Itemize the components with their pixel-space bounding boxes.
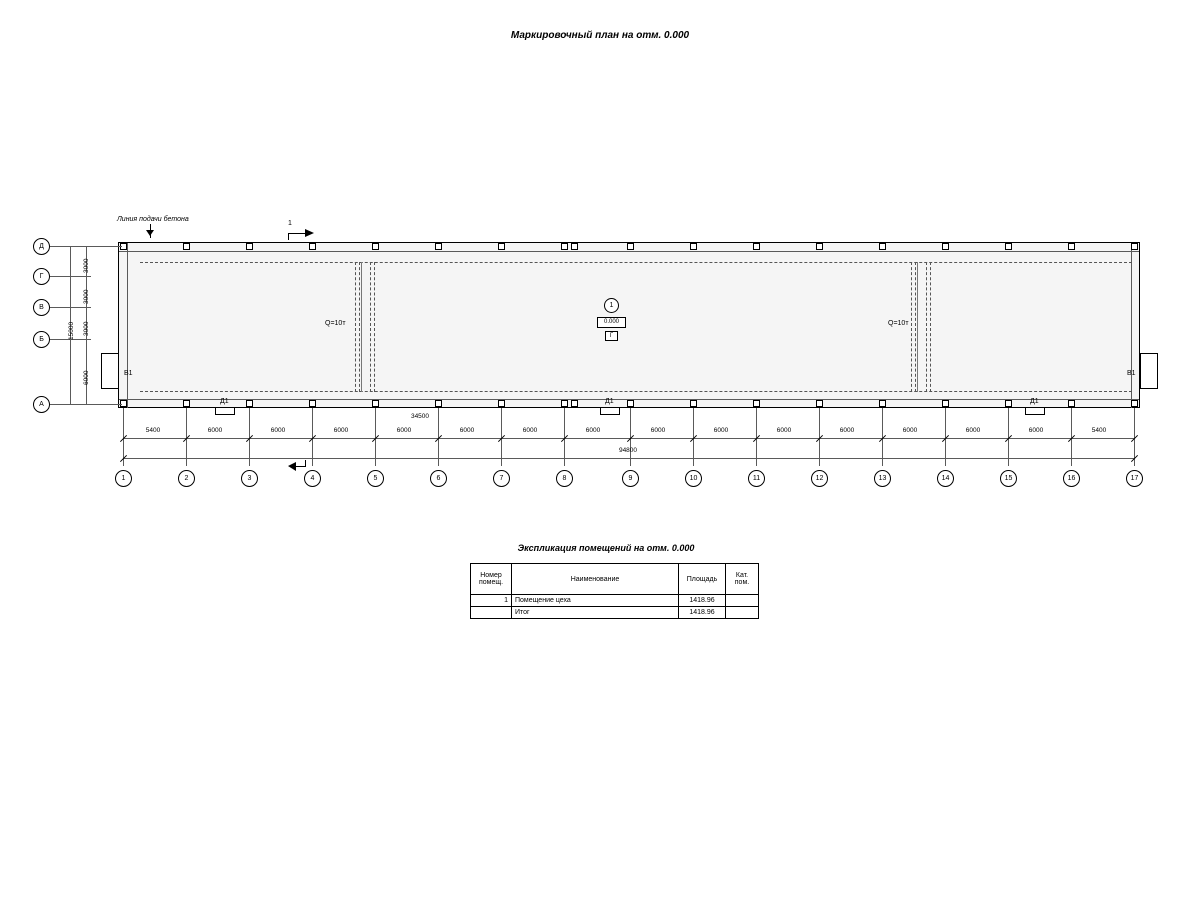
vdim-tick-V (81, 307, 91, 308)
column (561, 243, 568, 250)
grid-bubble-8: 8 (556, 470, 573, 487)
wall-inner-face-left (127, 243, 128, 408)
cell-name: Итог (512, 607, 679, 619)
column (372, 243, 379, 250)
grid-bubble-9: 9 (622, 470, 639, 487)
column (1068, 243, 1075, 250)
column (183, 400, 190, 407)
grid-bubble-17: 17 (1126, 470, 1143, 487)
section-mark-bottom-tail (305, 460, 306, 467)
table-row (471, 595, 759, 607)
column (1068, 400, 1075, 407)
column (690, 243, 697, 250)
bay-dim: 6000 (965, 427, 981, 434)
column (246, 243, 253, 250)
bay-dim: 5400 (1091, 427, 1107, 434)
bay-dim: 6000 (776, 427, 792, 434)
category-tag: Г (605, 331, 618, 341)
cell-category (726, 595, 759, 607)
door-mid-sill (600, 407, 620, 415)
grid-bubble-5: 5 (367, 470, 384, 487)
door-left-sill (215, 407, 235, 415)
table-row (471, 607, 759, 619)
section-arrow-top-icon (305, 229, 315, 238)
grid-bubble-14: 14 (937, 470, 954, 487)
column (561, 400, 568, 407)
header-number-line1: Номер (480, 572, 502, 579)
vdim-value-2: 3000 (83, 289, 90, 304)
vdim-tick-B (81, 339, 91, 340)
column (942, 400, 949, 407)
bay-dim: 6000 (522, 427, 538, 434)
column (1005, 400, 1012, 407)
header-area: Площадь (679, 564, 726, 595)
crane-bridge-left-c (370, 262, 371, 392)
column (435, 400, 442, 407)
column (498, 243, 505, 250)
table-title: Экспликация помещений на отм. 0.000 (517, 543, 695, 553)
crane-bridge-right-c (926, 262, 927, 392)
room-schedule-table (470, 563, 759, 619)
grid-bubble-6: 6 (430, 470, 447, 487)
concrete-supply-note: Линия подачи бетона (117, 216, 189, 223)
header-category-line1: Кат. (735, 572, 749, 579)
column (753, 243, 760, 250)
column (571, 400, 578, 407)
grid-bubble-V: В (33, 299, 50, 316)
door-right-sill (1025, 407, 1045, 415)
column (183, 243, 190, 250)
column (309, 400, 316, 407)
column (816, 400, 823, 407)
crane-hoist-right (917, 262, 918, 392)
vdim-value-1: 3000 (83, 258, 90, 273)
concrete-note-arrow-icon (146, 230, 154, 236)
crane-label-right: Q=10т (888, 320, 909, 327)
crane-bridge-right (911, 262, 912, 392)
crane-bridge-right-b (915, 262, 916, 392)
grid-bubble-16: 16 (1063, 470, 1080, 487)
vdim-tick-D (81, 246, 91, 247)
column (372, 400, 379, 407)
bay-dim: 6000 (270, 427, 286, 434)
grid-bubble-1: 1 (115, 470, 132, 487)
grid-bubble-4: 4 (304, 470, 321, 487)
bay-dim: 6000 (396, 427, 412, 434)
wall-inner-face-right (1131, 243, 1132, 408)
vdim-value-3: 3000 (83, 321, 90, 336)
window-right-projection (1140, 353, 1158, 389)
vdim-total: 15000 (68, 321, 75, 340)
grid-bubble-15: 15 (1000, 470, 1017, 487)
crane-bridge-right-d (930, 262, 931, 392)
grid-bubble-A: А (33, 396, 50, 413)
grid-bubble-D: Д (33, 238, 50, 255)
page-title: Маркировочный план на отм. 0.000 (510, 30, 690, 41)
window-right-label: В1 (1127, 370, 1136, 377)
door-left-label: Д1 (220, 398, 229, 405)
bay-dim: 6000 (585, 427, 601, 434)
header-number-line2: помещ. (478, 579, 504, 586)
dim-chain-2 (123, 458, 1135, 459)
bay-dim: 6000 (650, 427, 666, 434)
cell-number: 1 (471, 595, 512, 607)
section-arrow-bottom-icon (288, 462, 297, 472)
partial-dim: 34500 (410, 413, 430, 420)
total-dim: 94800 (618, 447, 638, 454)
crane-bridge-left-d (374, 262, 375, 392)
grid-bubble-2: 2 (178, 470, 195, 487)
grid-bubble-10: 10 (685, 470, 702, 487)
column (571, 243, 578, 250)
room-number-bubble: 1 (604, 298, 619, 313)
table-header-row (471, 564, 759, 595)
grid-bubble-3: 3 (241, 470, 258, 487)
bay-dim: 6000 (902, 427, 918, 434)
header-number (471, 564, 512, 595)
column (246, 400, 253, 407)
section-mark-top-tail (288, 233, 289, 240)
bay-dim: 5400 (145, 427, 161, 434)
crane-bridge-left-b (359, 262, 360, 392)
column (627, 243, 634, 250)
column (753, 400, 760, 407)
column (435, 243, 442, 250)
bay-dim: 6000 (459, 427, 475, 434)
column (309, 243, 316, 250)
bay-dim: 6000 (839, 427, 855, 434)
vdim-tick-A (81, 404, 91, 405)
grid-bubble-13: 13 (874, 470, 891, 487)
column (627, 400, 634, 407)
grid-bubble-B: Б (33, 331, 50, 348)
grid-bubble-G: Г (33, 268, 50, 285)
column (1131, 243, 1138, 250)
door-right-label: Д1 (1030, 398, 1039, 405)
elevation-tag: 0.000 (597, 317, 626, 328)
wall-inner-face-top (119, 251, 1139, 252)
crane-hoist-left (361, 262, 362, 392)
bay-dim: 6000 (713, 427, 729, 434)
header-name: Наименование (512, 564, 679, 595)
column (1005, 243, 1012, 250)
vdim-tick-G (81, 276, 91, 277)
header-category (726, 564, 759, 595)
bay-dim: 6000 (1028, 427, 1044, 434)
crane-rail-bottom (140, 391, 1132, 392)
bay-dim: 6000 (333, 427, 349, 434)
window-left-projection (101, 353, 119, 389)
bay-dim: 6000 (207, 427, 223, 434)
cell-area: 1418.96 (679, 607, 726, 619)
building-outline (118, 242, 1140, 408)
column (816, 243, 823, 250)
column (498, 400, 505, 407)
cell-area: 1418.96 (679, 595, 726, 607)
header-category-line2: пом. (734, 579, 750, 586)
crane-rail-top (140, 262, 1132, 263)
section-mark-top-label: 1 (288, 220, 292, 227)
column (879, 400, 886, 407)
window-left-label: В1 (124, 370, 133, 377)
column (1131, 400, 1138, 407)
crane-bridge-left (355, 262, 356, 392)
cell-number (471, 607, 512, 619)
grid-bubble-11: 11 (748, 470, 765, 487)
cell-name: Помещение цеха (512, 595, 679, 607)
grid-bubble-7: 7 (493, 470, 510, 487)
door-mid-label: Д1 (605, 398, 614, 405)
crane-label-left: Q=10т (325, 320, 346, 327)
column (879, 243, 886, 250)
grid-bubble-12: 12 (811, 470, 828, 487)
column (942, 243, 949, 250)
cell-category (726, 607, 759, 619)
column (690, 400, 697, 407)
vdim-value-4: 6000 (83, 370, 90, 385)
